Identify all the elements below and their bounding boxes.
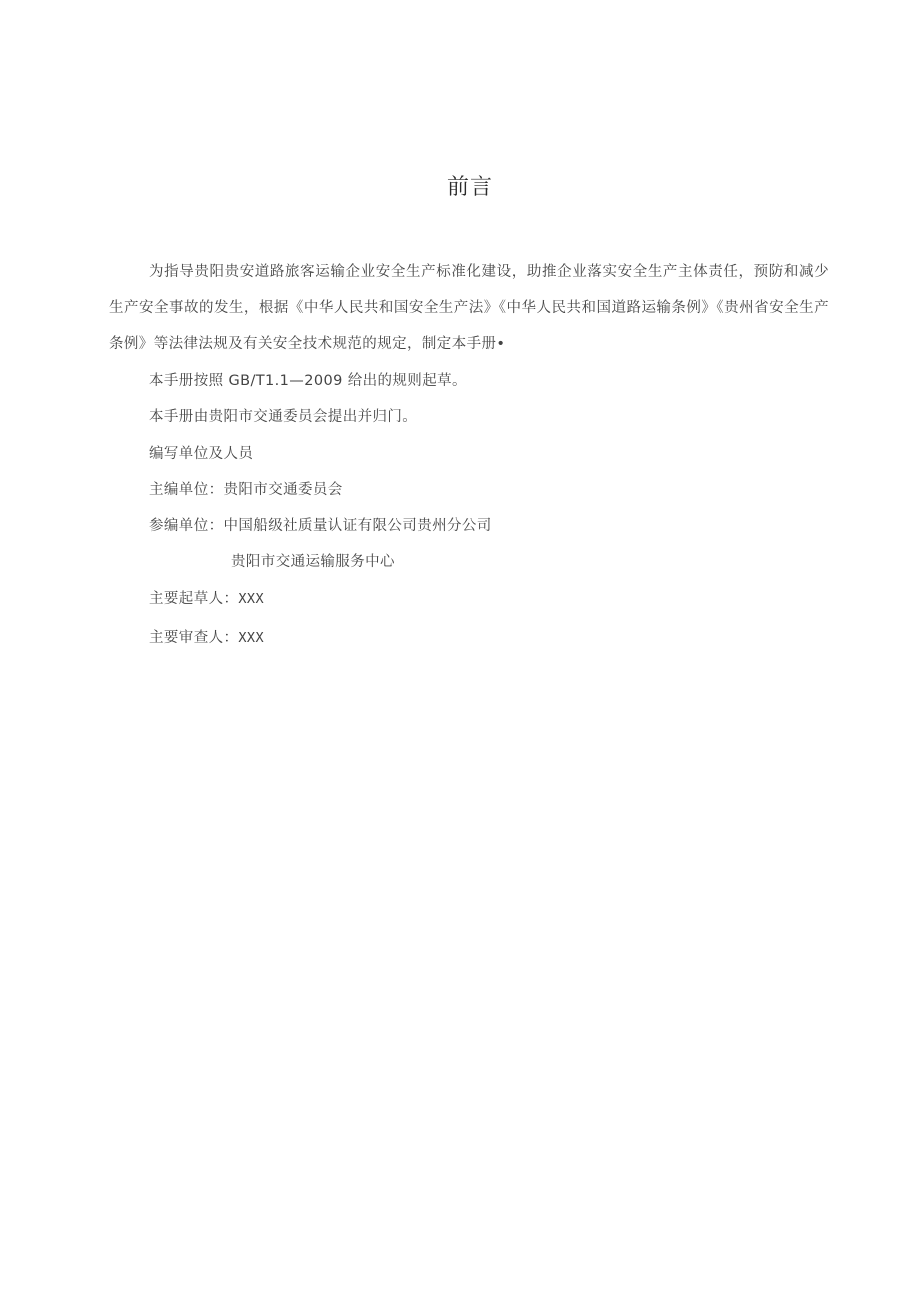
proposer-line: 本手册由贵阳市交通委员会提出并归门。: [149, 409, 418, 425]
compilers-heading: 编写单位及人员: [149, 446, 254, 462]
participating-unit-line: [149, 516, 492, 536]
main-reviewer-label: 主要审查人：: [149, 630, 239, 646]
chief-unit-line: [149, 480, 343, 500]
standard-line: 本手册按照 GB/T1.1—2009 给出的规则起草。: [149, 373, 467, 389]
participating-unit-line-2: [231, 552, 395, 572]
participating-unit-label: 参编单位：: [149, 518, 224, 534]
main-drafter-label: 主要起草人：: [149, 591, 239, 607]
chief-unit-label: 主编单位：: [149, 482, 224, 498]
main-reviewer-value: XXX: [238, 630, 264, 646]
main-reviewer-line: [149, 628, 264, 648]
page-title: 前言: [446, 175, 493, 200]
participating-unit-value: 贵阳市交通运输服务中心: [231, 554, 395, 570]
main-drafter-line: [149, 589, 264, 609]
intro-paragraph: 为指导贵阳贵安道路旅客运输企业安全生产标准化建设，助推企业落实安全生产主体责任，预防和减少生产安全事故的发生，根据《中华人民共和国安全生产法》《中华人民共和国道路运输条例》《贵州省安全生产条例》等法律法规及有关安全技术规范的规定，制定本手册•: [109, 264, 829, 352]
participating-unit-value: 中国船级社质量认证有限公司贵州分公司: [223, 518, 492, 534]
main-drafter-value: XXX: [238, 591, 264, 607]
chief-unit-value: 贵阳市交通委员会: [223, 482, 343, 498]
